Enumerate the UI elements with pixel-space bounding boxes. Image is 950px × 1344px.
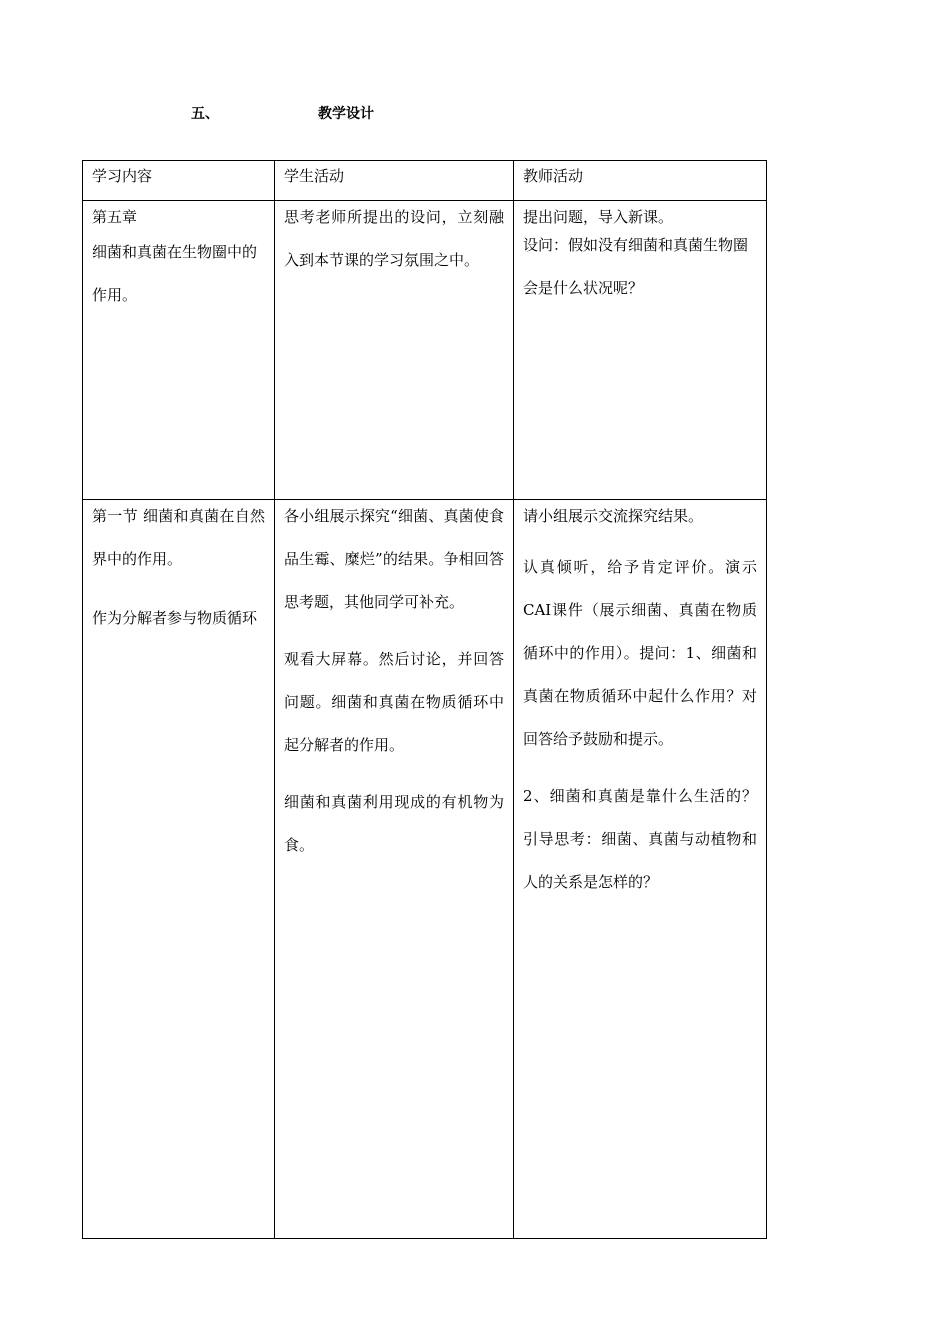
cell-learning-content	[83, 201, 275, 500]
student-text: 思考老师所提出的设问，立刻融入到本节课的学习氛围之中。	[284, 208, 504, 269]
cell-teacher-activity	[514, 500, 767, 1239]
table-row	[83, 500, 767, 1239]
header-learning-content: 学习内容	[83, 161, 275, 201]
header-student-activity: 学生活动	[275, 161, 514, 201]
student-paragraph: 各小组展示探究“细菌、真菌使食品生霉、糜烂”的结果。争相回答思考题，其他同学可补充。	[284, 507, 504, 611]
chapter-label: 第五章	[92, 208, 138, 226]
section-title: 教学设计	[318, 106, 374, 122]
teacher-paragraph: 请小组展示交流探究结果。	[523, 507, 704, 525]
cell-student-activity	[275, 500, 514, 1239]
table-header-row	[83, 161, 767, 201]
teacher-line: 提出问题，导入新课。	[523, 208, 674, 226]
teaching-design-table	[82, 160, 767, 1239]
student-paragraph: 细菌和真菌利用现成的有机物为食。	[284, 793, 504, 854]
chapter-title: 细菌和真菌在生物圈中的作用。	[92, 243, 258, 304]
table-row	[83, 201, 767, 500]
teacher-paragraph: 2、细菌和真菌是靠什么生活的？引导思考：细菌、真菌与动植物和人的关系是怎样的？	[523, 787, 757, 891]
teacher-paragraph: 认真倾听，给予肯定评价。演示CAI课件（展示细菌、真菌在物质循环中的作用）。提问：1、细菌和真菌在物质循环中起什么作用？对回答给予鼓励和提示。	[523, 558, 757, 748]
student-paragraph: 观看大屏幕。然后讨论，并回答问题。细菌和真菌在物质循环中起分解者的作用。	[284, 650, 504, 754]
header-teacher-activity: 教师活动	[514, 161, 767, 201]
topic-label: 作为分解者参与物质循环	[92, 609, 258, 627]
section-heading	[0, 103, 950, 125]
teacher-question: 设问：假如没有细菌和真菌生物圈会是什么状况呢？	[523, 236, 749, 297]
section-number: 五、	[191, 106, 219, 122]
cell-teacher-activity	[514, 201, 767, 500]
section-label: 第一节 细菌和真菌在自然界中的作用。	[92, 507, 265, 568]
cell-student-activity	[275, 201, 514, 500]
cell-learning-content	[83, 500, 275, 1239]
